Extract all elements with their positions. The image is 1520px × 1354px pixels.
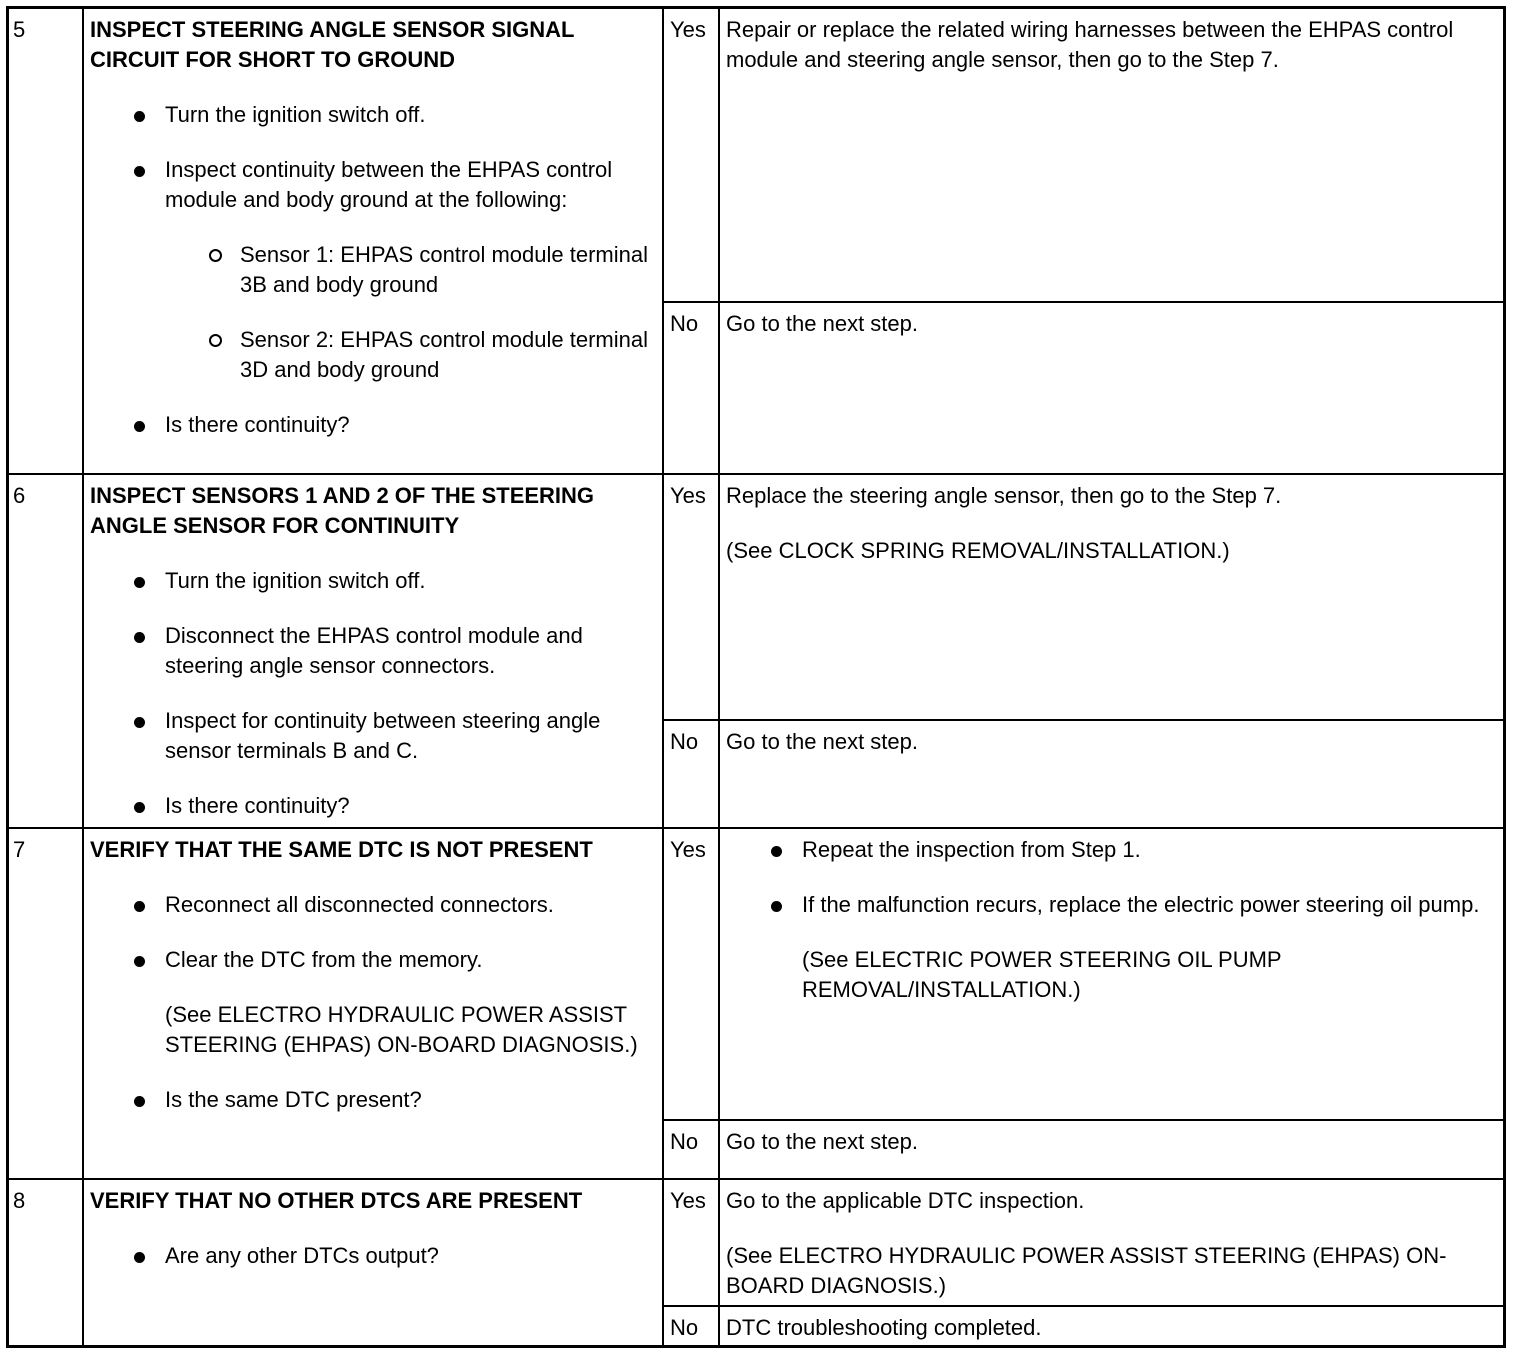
sub-list-item: Sensor 1: EHPAS control module terminal 3B and body ground: [165, 240, 662, 300]
action-text: Go to the applicable DTC inspection.: [726, 1188, 1085, 1213]
step-title: INSPECT SENSORS 1 AND 2 OF THE STEERING ANGLE SENSOR FOR CONTINUITY: [90, 483, 595, 538]
yes-action: [720, 475, 1503, 566]
list-item: Inspect for continuity between steering angle sensor terminals B and C.: [84, 706, 662, 766]
step-bullet-list: [84, 1085, 662, 1115]
no-label: No: [670, 311, 699, 336]
no-action: DTC troubleshooting completed.: [726, 1315, 1042, 1340]
list-item: Repeat the inspection from Step 1.: [726, 835, 1497, 865]
step-title: VERIFY THAT THE SAME DTC IS NOT PRESENT: [90, 837, 593, 862]
reference-note: (See ELECTRO HYDRAULIC POWER ASSIST STEERING (EHPAS) ON-BOARD DIAGNOSIS.): [726, 1243, 1447, 1298]
yes-label: Yes: [670, 1188, 706, 1213]
step-bullet-list: [84, 1241, 662, 1271]
yes-label: Yes: [670, 837, 706, 862]
step-number: 8: [13, 1188, 26, 1213]
list-item: Are any other DTCs output?: [84, 1241, 662, 1271]
troubleshooting-table: [6, 6, 1506, 1348]
no-label: No: [670, 1315, 699, 1340]
list-item: Is there continuity?: [84, 410, 662, 440]
list-item: Reconnect all disconnected connectors.: [84, 890, 662, 920]
no-label: No: [670, 1129, 699, 1154]
list-item: Disconnect the EHPAS control module and steering angle sensor connectors.: [84, 621, 662, 681]
no-action: Go to the next step.: [726, 311, 919, 336]
step-title: VERIFY THAT NO OTHER DTCS ARE PRESENT: [90, 1188, 583, 1213]
step-bullet-list: [84, 566, 662, 821]
step-title: INSPECT STEERING ANGLE SENSOR SIGNAL CIRCUIT FOR SHORT TO GROUND: [90, 17, 575, 72]
list-item: Turn the ignition switch off.: [84, 566, 662, 596]
step-description: [84, 9, 662, 440]
list-item-text: Inspect continuity between the EHPAS control module and body ground at the following:: [165, 157, 613, 212]
step-description: [84, 829, 662, 1115]
yes-action: [720, 9, 1503, 75]
list-item-text: Clear the DTC from the memory.: [165, 947, 483, 972]
step-description: [84, 1180, 662, 1271]
action-bullet-list: [726, 835, 1497, 920]
reference-note: (See ELECTRO HYDRAULIC POWER ASSIST STEERING (EHPAS) ON-BOARD DIAGNOSIS.): [165, 1002, 638, 1057]
reference-note: (See ELECTRIC POWER STEERING OIL PUMP REMOVAL/INSTALLATION.): [802, 947, 1282, 1002]
list-item: Turn the ignition switch off.: [84, 100, 662, 130]
step-number: 6: [13, 483, 26, 508]
yes-action: [720, 829, 1503, 1005]
yes-action: [720, 1180, 1503, 1301]
list-item: [84, 155, 662, 385]
sub-bullet-list: [165, 240, 662, 385]
list-item: [84, 945, 662, 975]
no-action: Go to the next step.: [726, 729, 919, 754]
list-item: Is the same DTC present?: [84, 1085, 662, 1115]
list-item: Is there continuity?: [84, 791, 662, 821]
action-text: Repair or replace the related wiring harnesses between the EHPAS control module and steering angle sensor, then go to the Step 7.: [726, 17, 1454, 72]
step-number: 7: [13, 837, 26, 862]
no-action: Go to the next step.: [726, 1129, 919, 1154]
no-label: No: [670, 729, 699, 754]
reference-note: (See CLOCK SPRING REMOVAL/INSTALLATION.): [726, 538, 1230, 563]
sub-list-item: Sensor 2: EHPAS control module terminal 3D and body ground: [165, 325, 662, 385]
yes-label: Yes: [670, 483, 706, 508]
step-description: [84, 475, 662, 821]
step-bullet-list: [84, 890, 662, 975]
action-text: Replace the steering angle sensor, then go to the Step 7.: [726, 483, 1282, 508]
list-item: If the malfunction recurs, replace the electric power steering oil pump.: [726, 890, 1497, 920]
step-number: 5: [13, 17, 26, 42]
yes-label: Yes: [670, 17, 706, 42]
step-bullet-list: [84, 100, 662, 440]
